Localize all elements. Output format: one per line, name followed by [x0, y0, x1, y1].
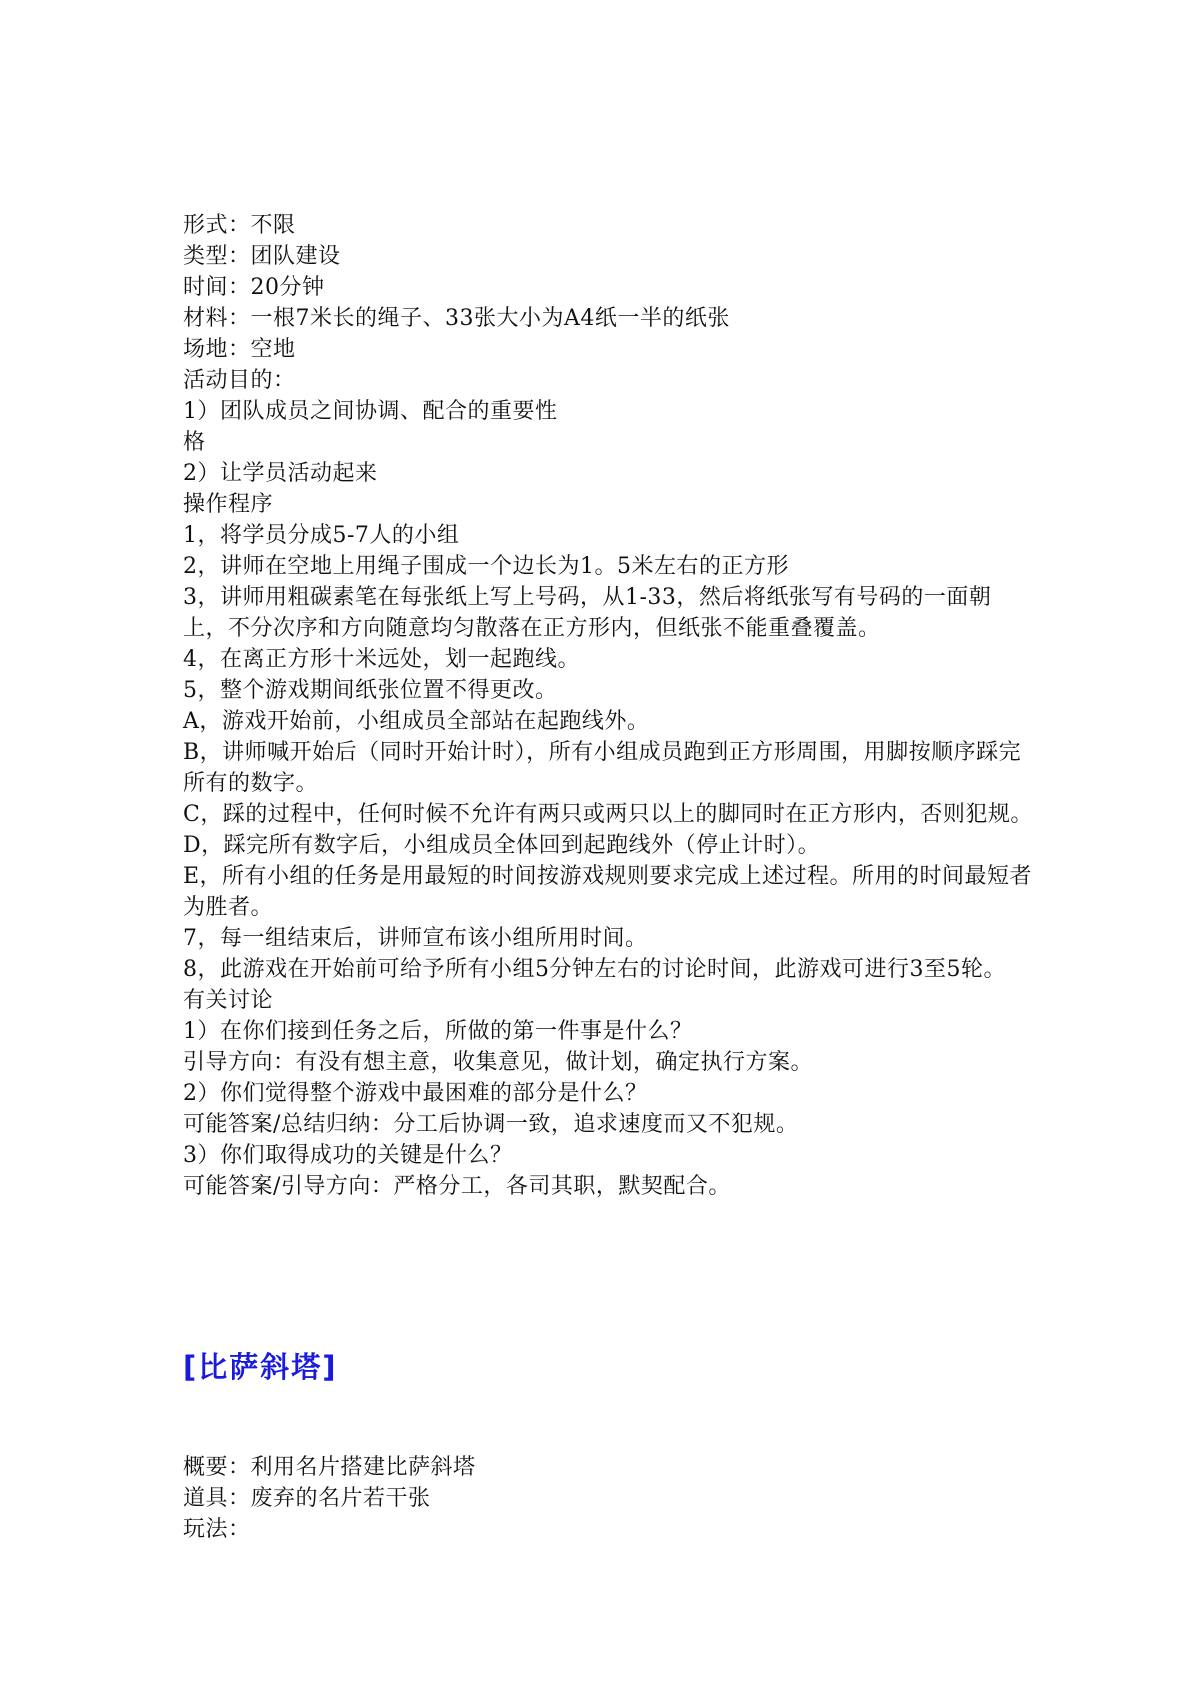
- line-rule-d: D，踩完所有数字后，小组成员全体回到起跑线外（停止计时）。: [183, 833, 821, 858]
- line-venue: 场地：空地: [183, 337, 296, 362]
- line-question-2: 2）你们觉得整个游戏中最困难的部分是什么？: [183, 1081, 648, 1106]
- line-fragment: 格: [183, 430, 206, 455]
- line-props: 道具：废弃的名片若干张: [183, 1486, 431, 1511]
- pisa-tower-block: [183, 1452, 1033, 1545]
- line-step-1: 1，将学员分成5-7人的小组: [183, 523, 460, 548]
- line-procedure-title: 操作程序: [183, 492, 274, 517]
- line-type: 类型：团队建设: [183, 244, 341, 269]
- line-format: 形式：不限: [183, 213, 296, 238]
- line-summary: 概要：利用名片搭建比萨斜塔: [183, 1455, 476, 1480]
- line-step-4: 4，在离正方形十米远处，划一起跑线。: [183, 647, 580, 672]
- line-answer-1: 引导方向：有没有想主意，收集意见，做计划，确定执行方案。: [183, 1050, 814, 1075]
- line-answer-2: 可能答案/总结归纳：分工后协调一致，追求速度而又不犯规。: [183, 1112, 799, 1137]
- line-discussion-title: 有关讨论: [183, 988, 274, 1013]
- section-heading-pisa-tower: [比萨斜塔]: [183, 1350, 338, 1384]
- line-rule-a: A，游戏开始前，小组成员全部站在起跑线外。: [183, 709, 650, 734]
- line-step-7: 7，每一组结束后，讲师宣布该小组所用时间。: [183, 926, 648, 951]
- line-step-2: 2，讲师在空地上用绳子围成一个边长为1。5米左右的正方形: [183, 554, 789, 579]
- line-purpose-1: 1）团队成员之间协调、配合的重要性: [183, 399, 558, 424]
- line-step-5: 5，整个游戏期间纸张位置不得更改。: [183, 678, 558, 703]
- line-materials: 材料：一根7米长的绳子、33张大小为A4纸一半的纸张: [183, 306, 730, 331]
- line-purpose-title: 活动目的：: [183, 368, 296, 393]
- line-rule-b: B，讲师喊开始后（同时开始计时），所有小组成员跑到正方形周围，用脚按顺序踩完所有的数字。: [183, 740, 1022, 796]
- line-time: 时间：20分钟: [183, 275, 325, 300]
- line-rule-c: C，踩的过程中，任何时候不允许有两只或两只以上的脚同时在正方形内，否则犯规。: [183, 802, 1033, 827]
- line-question-1: 1）在你们接到任务之后，所做的第一件事是什么？: [183, 1019, 693, 1044]
- line-step-3: 3，讲师用粗碳素笔在每张纸上写上号码，从1-33，然后将纸张写有号码的一面朝上，不分次序和方向随意均匀散落在正方形内，但纸张不能重叠覆盖。: [183, 585, 992, 641]
- line-rule-e: E，所有小组的任务是用最短的时间按游戏规则要求完成上述过程。所用的时间最短者为胜者。: [183, 864, 1033, 920]
- game-description-block: [183, 210, 1033, 1202]
- line-answer-3: 可能答案/引导方向：严格分工，各司其职，默契配合。: [183, 1174, 731, 1199]
- line-how-to-play: 玩法：: [183, 1517, 251, 1542]
- line-question-3: 3）你们取得成功的关键是什么？: [183, 1143, 513, 1168]
- line-purpose-2: 2）让学员活动起来: [183, 461, 378, 486]
- line-step-8: 8，此游戏在开始前可给予所有小组5分钟左右的讨论时间，此游戏可进行3至5轮。: [183, 957, 1006, 982]
